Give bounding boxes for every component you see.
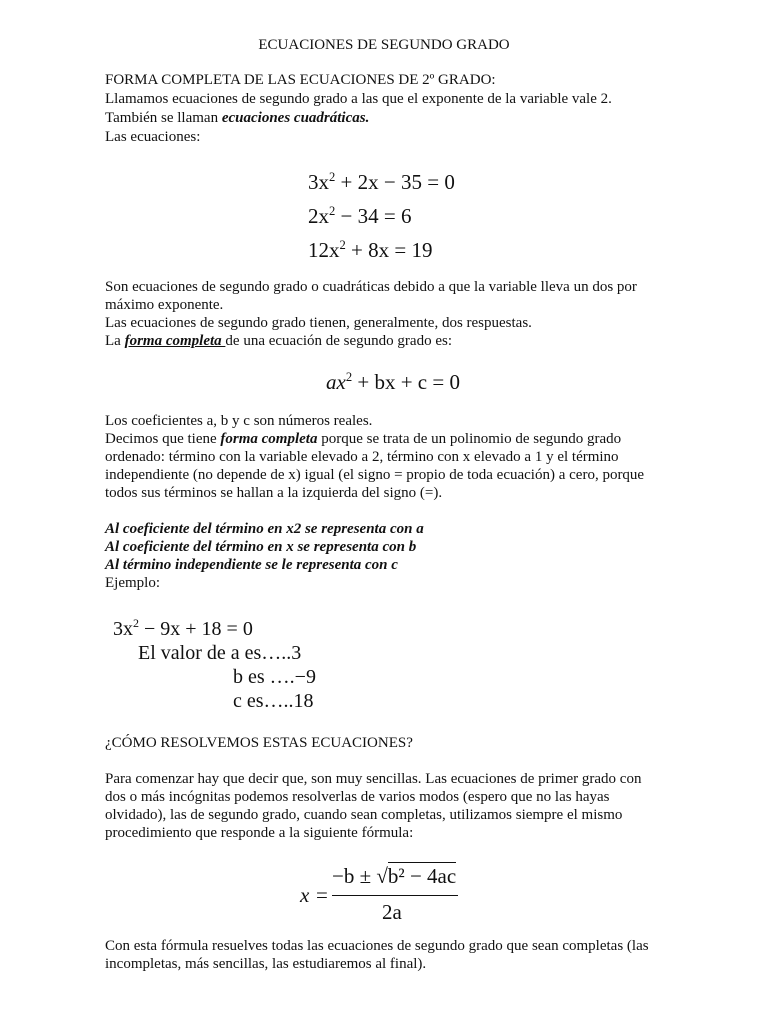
emphasis-text: ecuaciones cuadráticas.: [221, 110, 370, 126]
general-form-equation: $ax^2$ + bx + c = 0: [326, 369, 460, 394]
paragraph-line: dos o más incógnitas podemos resolverlas de varios modos (espero que no las hayas: [105, 789, 610, 805]
page-title: ECUACIONES DE SEGUNDO GRADO: [258, 37, 510, 53]
text-run: También se llaman: [105, 110, 222, 126]
equation-2: $2x^2 - 34 = 6$: [308, 203, 412, 228]
formula-equals: =: [316, 883, 328, 907]
paragraph-line: Decimos que tiene forma completa porque se trata de un polinomio de segundo grado: [105, 431, 622, 447]
paragraph-line: La forma completa de una ecuación de segundo grado es:: [105, 333, 452, 349]
example-equation: $3x^2 - 9x + 18 = 0$: [113, 616, 253, 640]
paragraph-line: [105, 109, 369, 127]
coef-rule-c: Al término independiente se le representa con c: [105, 557, 398, 573]
paragraph-line: Las ecuaciones:: [105, 129, 201, 145]
formula-x: x: [300, 883, 310, 907]
paragraph-line: Los coeficientes a, b y c son números reales.: [105, 413, 373, 429]
equation-1: $3x^2 + 2x - 35 = 0$: [308, 169, 455, 194]
paragraph-line: ordenado: término con la variable elevado a 2, término con x elevado a 1 y el término: [105, 449, 619, 465]
emphasis-text: forma completa: [124, 333, 226, 349]
section-heading-forma-completa: FORMA COMPLETA DE LAS ECUACIONES DE 2º GRADO:: [105, 72, 496, 88]
equation-3: $12x^2 + 8x = 19$: [308, 237, 433, 262]
coef-rule-b: Al coeficiente del término en x se representa con b: [105, 539, 417, 555]
fraction-bar: [332, 895, 458, 896]
paragraph-line: procedimiento que responde a la siguiente fórmula:: [105, 825, 414, 841]
paragraph-line: Con esta fórmula resuelves todas las ecuaciones de segundo grado que sean completas (las: [105, 938, 649, 954]
section-heading-como-resolvemos: ¿CÓMO RESOLVEMOS ESTAS ECUACIONES?: [105, 735, 413, 751]
paragraph-line: olvidado), las de segundo grado, cuando sean completas, utilizamos siempre el mismo: [105, 807, 623, 823]
emphasis-text: forma completa: [220, 431, 318, 447]
formula-denominator: 2a: [382, 900, 402, 924]
example-label: Ejemplo:: [105, 575, 160, 591]
coef-rule-a: Al coeficiente del término en x2 se representa con a: [105, 521, 424, 537]
paragraph-line: independiente (no depende de x) igual (el signo = propio de toda ecuación) a cero, porque: [105, 467, 645, 483]
paragraph-line: Para comenzar hay que decir que, son muy sencillas. Las ecuaciones de primer grado con: [105, 771, 642, 787]
paragraph-line: Las ecuaciones de segundo grado tienen, generalmente, dos respuestas.: [105, 315, 532, 331]
formula-radicand: b² − 4ac: [387, 864, 457, 888]
paragraph-line: incompletas, más sencillas, las estudiaremos al final).: [105, 956, 427, 972]
formula-numerator: −b ± √b² − 4ac: [332, 864, 457, 888]
paragraph-line: Llamamos ecuaciones de segundo grado a las que el exponente de la variable vale 2.: [105, 91, 612, 107]
paragraph-line: Son ecuaciones de segundo grado o cuadráticas debido a que la variable lleva un dos por: [105, 279, 637, 295]
example-c-value: c es…..18: [233, 690, 314, 712]
paragraph-line: máximo exponente.: [105, 297, 224, 313]
example-a-value: El valor de a es…..3: [138, 642, 302, 664]
example-b-value: b es ….−9: [233, 666, 316, 688]
paragraph-line: todos sus términos se hallan a la izquierda del signo (=).: [105, 485, 443, 501]
